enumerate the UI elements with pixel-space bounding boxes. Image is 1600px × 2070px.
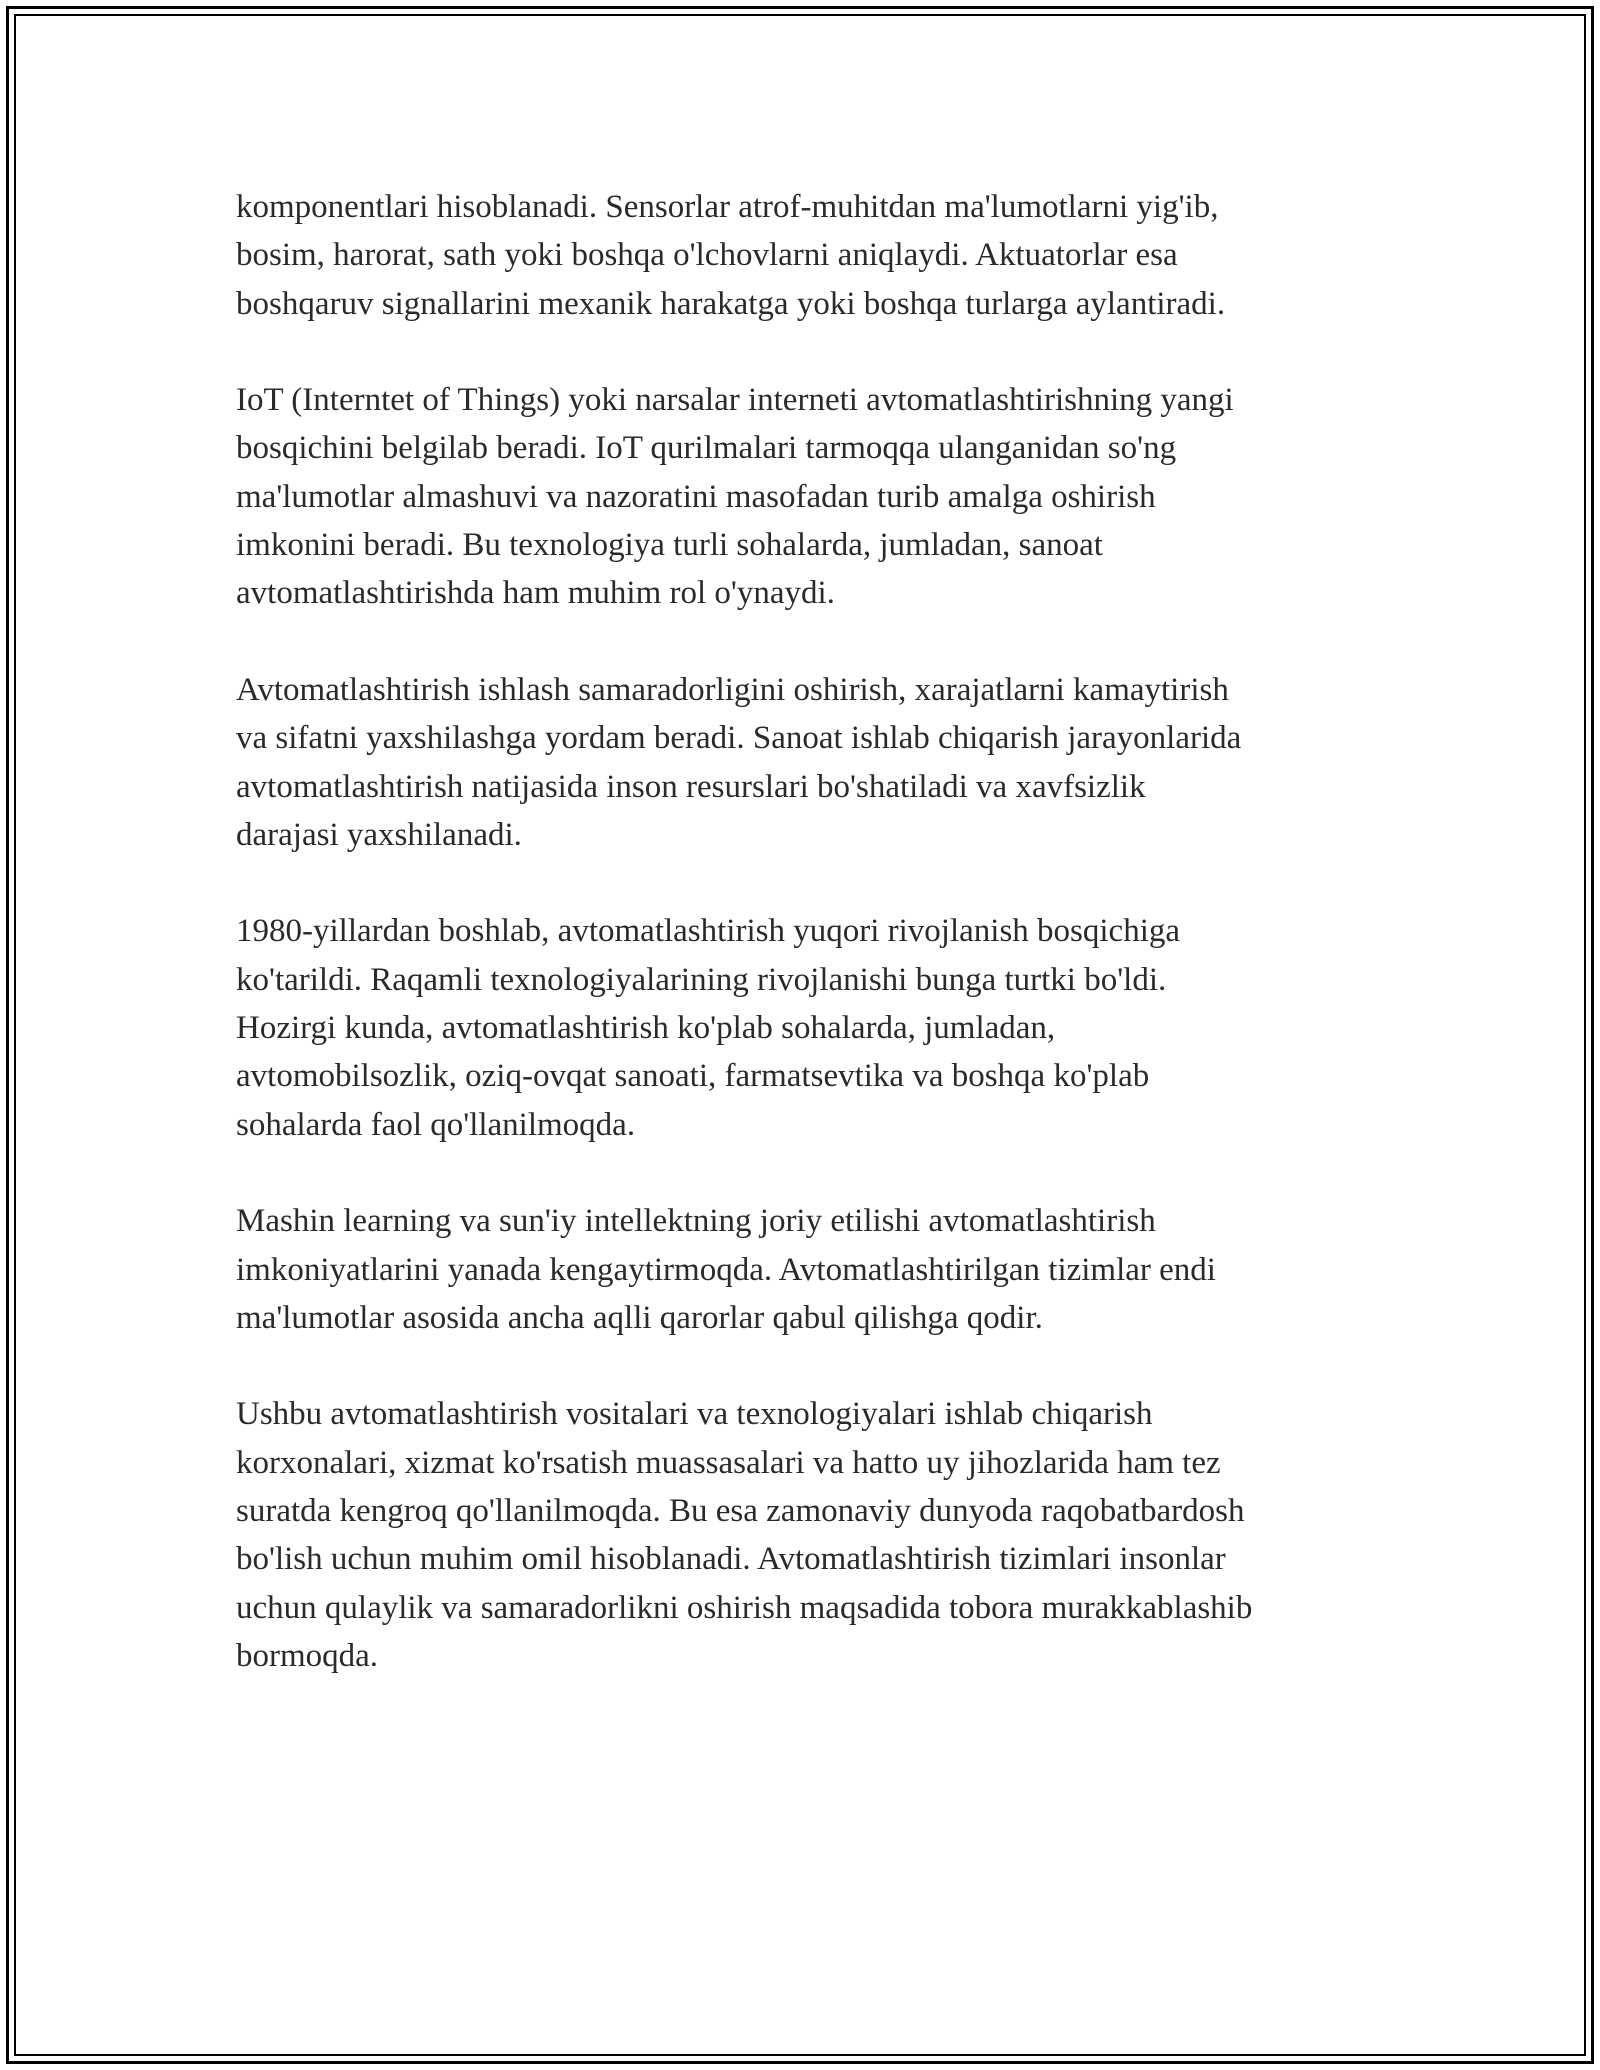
text-line: ko'tarildi. Raqamli texnologiyalarining rivojlanishi bunga turtki bo'ldi.	[236, 961, 1167, 998]
text-line: bosqichini belgilab beradi. IoT qurilmalari tarmoqqa ulanganidan so'ng	[236, 430, 1177, 467]
text-line: IoT (Interntet of Things) yoki narsalar interneti avtomatlashtirishning yangi	[236, 382, 1234, 419]
text-line: korxonalari, xizmat ko'rsatish muassasalari va hatto uy jihozlarida ham tez	[236, 1444, 1221, 1481]
text-line: sohalarda faol qo'llanilmoqda.	[236, 1106, 636, 1143]
paragraph-sensors-actuators	[236, 183, 1376, 328]
text-line: komponentlari hisoblanadi. Sensorlar atrof-muhitdan ma'lumotlarni yig'ib,	[236, 189, 1219, 225]
paragraph-ai	[236, 1197, 1376, 1342]
paragraph-history	[236, 907, 1376, 1148]
text-line: ma'lumotlar almashuvi va nazoratini masofadan turib amalga oshirish	[236, 478, 1156, 515]
text-line: avtomobilsozlik, oziq-ovqat sanoati, farmatsevtika va boshqa ko'plab	[236, 1058, 1150, 1095]
text-line: uchun qulaylik va samaradorlikni oshirish maqsadida tobora murakkablashib	[236, 1589, 1253, 1626]
text-line: bosim, harorat, sath yoki boshqa o'lchovlarni aniqlaydi. Aktuatorlar esa	[236, 237, 1178, 274]
text-line: Ushbu avtomatlashtirish vositalari va texnologiyalari ishlab chiqarish	[236, 1396, 1153, 1433]
text-line: imkonini beradi. Bu texnologiya turli sohalarda, jumladan, sanoat	[236, 527, 1103, 564]
text-line: avtomatlashtirish natijasida inson resurslari bo'shatiladi va xavfsizlik	[236, 768, 1146, 805]
text-line: avtomatlashtirishda ham muhim rol o'ynaydi.	[236, 575, 835, 612]
text-line: 1980-yillardan boshlab, avtomatlashtirish yuqori rivojlanish bosqichiga	[236, 913, 1181, 950]
text-line: suratda kengroq qo'llanilmoqda. Bu esa zamonaviy dunyoda raqobatbardosh	[236, 1493, 1245, 1530]
paragraph-iot	[236, 376, 1376, 617]
text-line: ma'lumotlar asosida ancha aqlli qarorlar qabul qilishga qodir.	[236, 1299, 1043, 1336]
document-body	[236, 183, 1376, 1729]
text-line: va sifatni yaxshilashga yordam beradi. Sanoat ishlab chiqarish jarayonlarida	[236, 720, 1242, 757]
paragraph-efficiency	[236, 666, 1376, 859]
paragraph-conclusion	[236, 1390, 1376, 1680]
text-line: bo'lish uchun muhim omil hisoblanadi. Avtomatlashtirish tizimlari insonlar	[236, 1541, 1226, 1578]
text-line: Mashin learning va sun'iy intellektning joriy etilishi avtomatlashtirish	[236, 1203, 1156, 1240]
text-line: imkoniyatlarini yanada kengaytirmoqda. Avtomatlashtirilgan tizimlar endi	[236, 1251, 1216, 1288]
text-line: Avtomatlashtirish ishlash samaradorligini oshirish, xarajatlarni kamaytirish	[236, 671, 1229, 708]
text-line: bormoqda.	[236, 1637, 379, 1674]
text-line: boshqaruv signallarini mexanik harakatga yoki boshqa turlarga aylantiradi.	[236, 285, 1226, 322]
text-line: darajasi yaxshilanadi.	[236, 816, 522, 853]
text-line: Hozirgi kunda, avtomatlashtirish ko'plab sohalarda, jumladan,	[236, 1010, 1056, 1047]
